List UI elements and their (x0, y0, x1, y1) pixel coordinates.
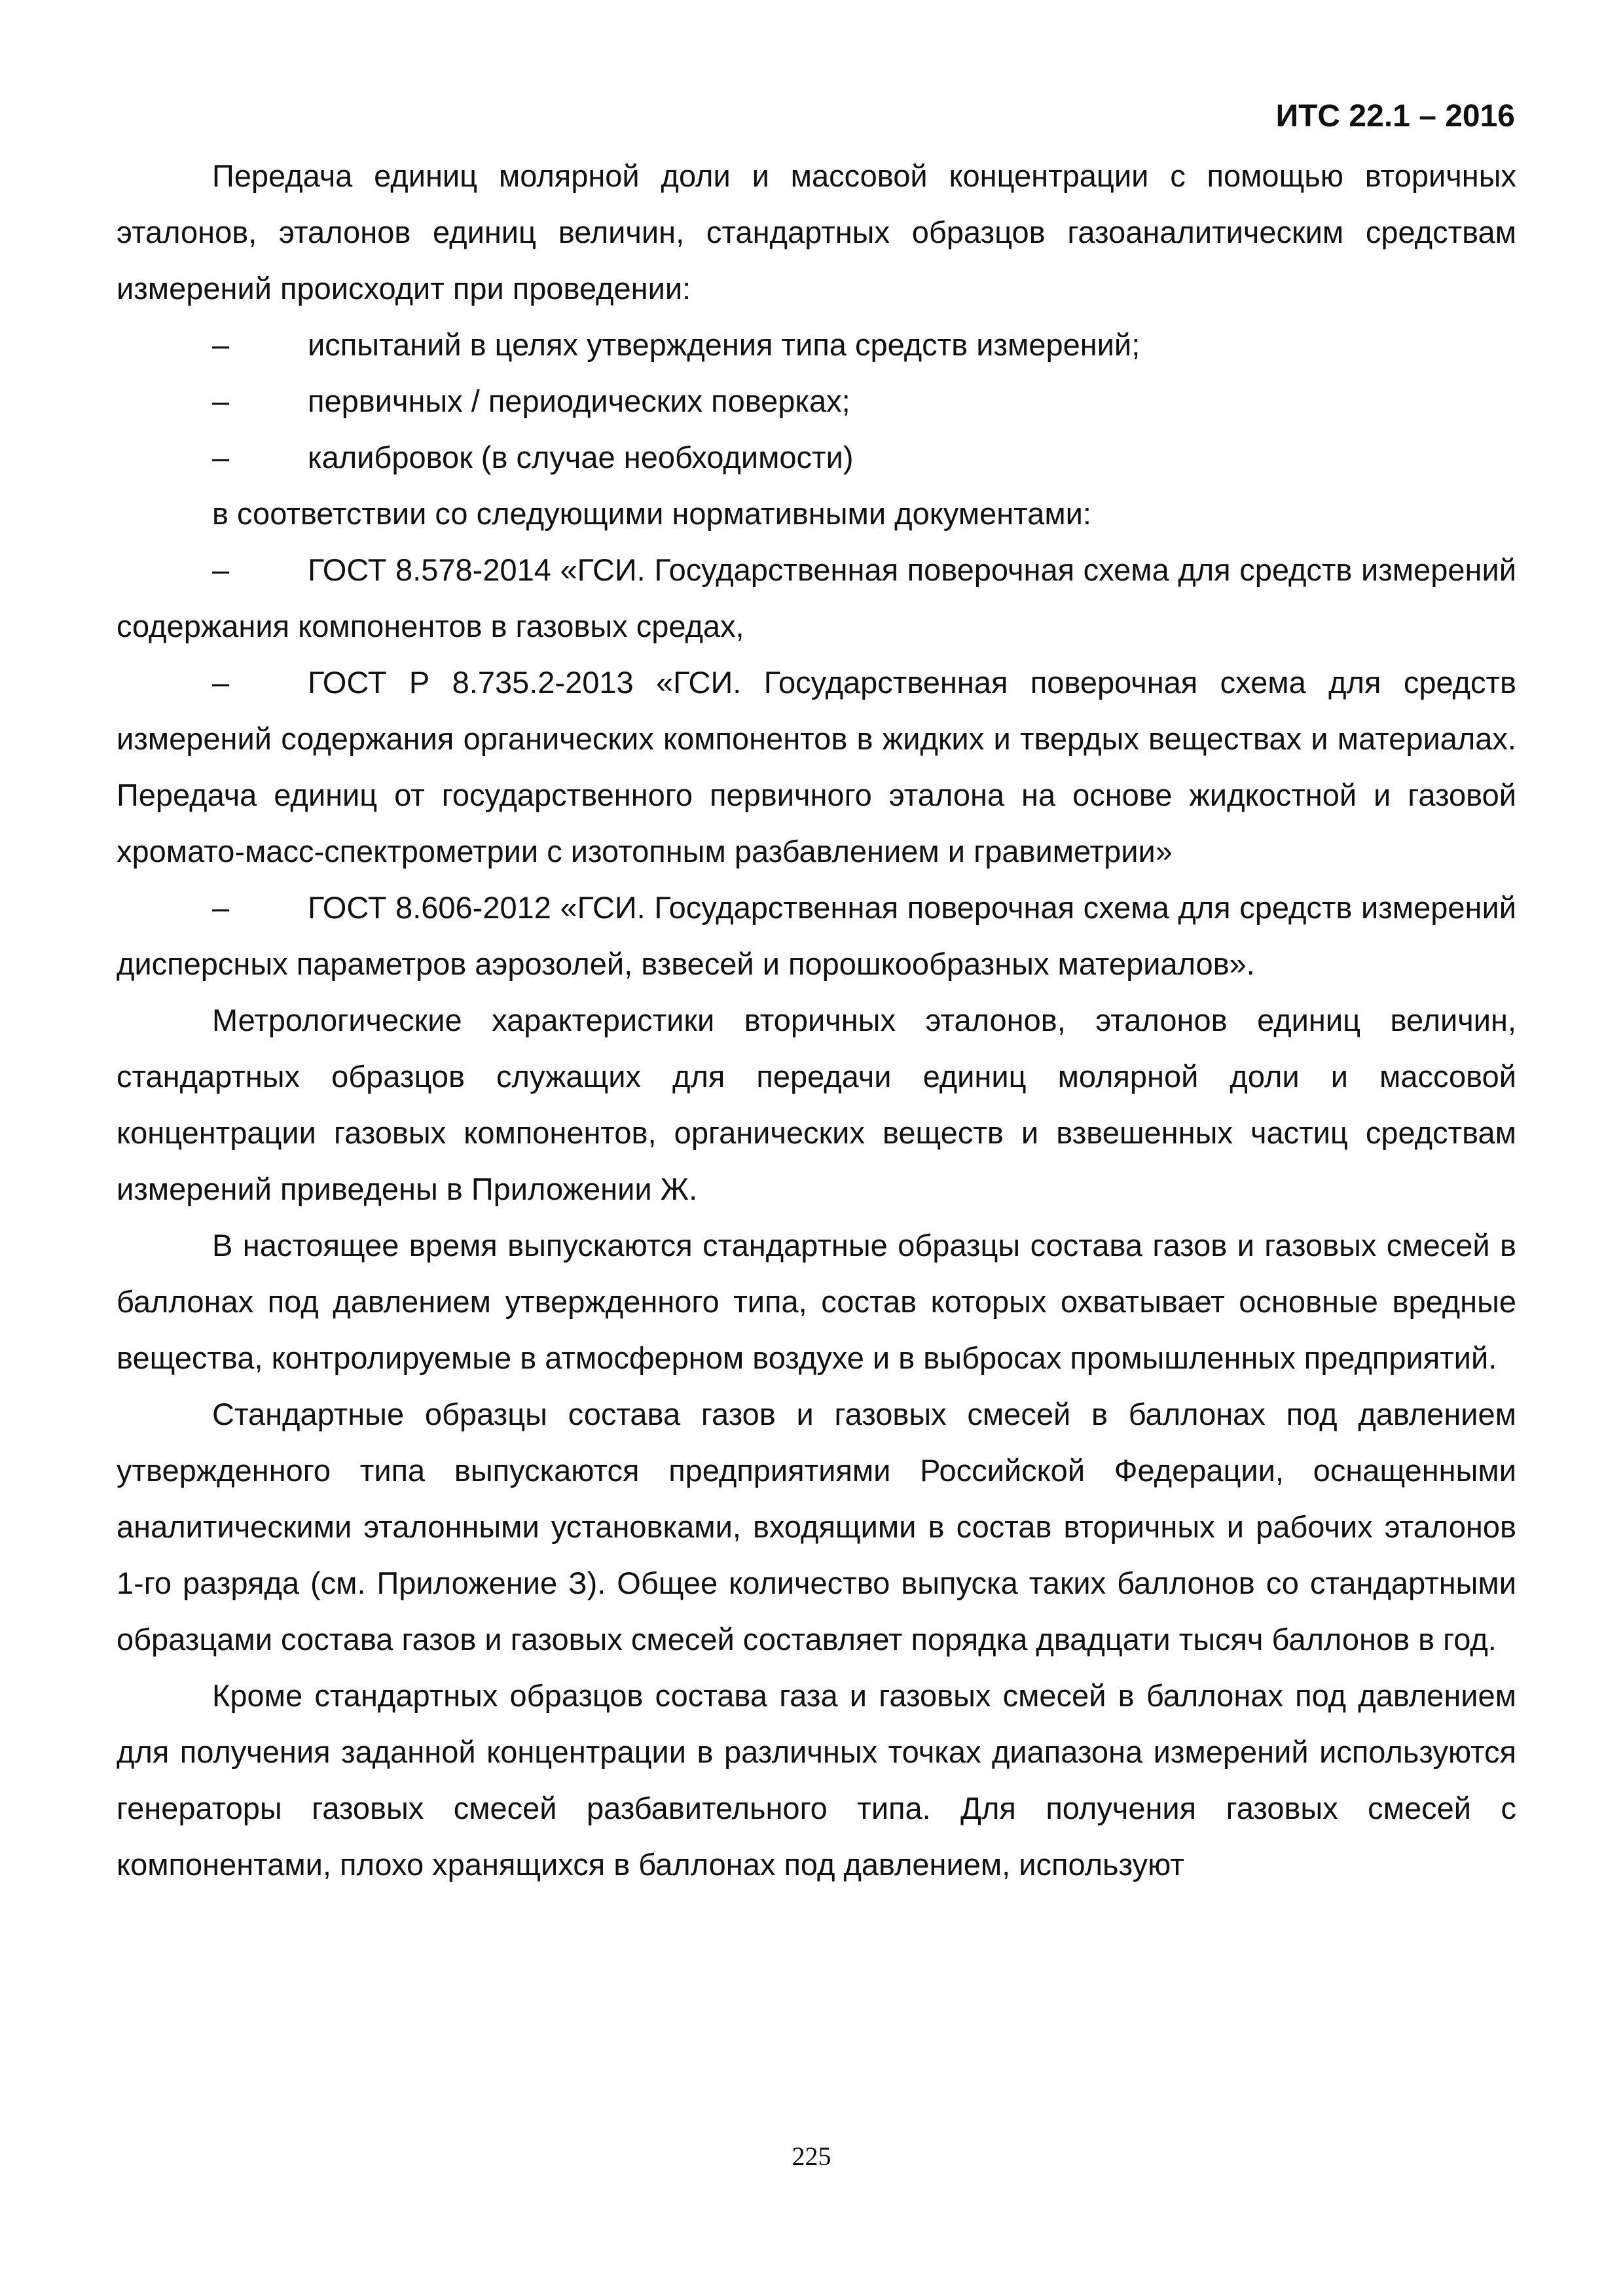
dash-bullet: – (212, 890, 230, 925)
list-item-text: ГОСТ Р 8.735.2-2013 «ГСИ. Государственная поверочная схема для средств измерений содержания органических компонентов в жидких и твердых веществах и материалах. Передача единиц от государственного первичного эталона на основе жидкостной и газовой хромато-масс-спектрометрии с изотопным разбавлением и гравиметрии» (117, 665, 1516, 869)
paragraph-gas-mixture-generators: Кроме стандартных образцов состава газа и газовых смесей в баллонах под давлением для получения заданной концентрации в различных точках диапазона измерений используются генераторы газовых смесей разбавительного типа. Для получения газовых смесей с компонентами, плохо хранящихся в баллонах под давлением, используют (117, 1678, 1516, 1882)
list-item-gost-8-606 (117, 880, 1516, 992)
page-number: 225 (792, 2142, 831, 2171)
list-item-gost-r-8-735-2 (117, 655, 1516, 880)
document-code-header: ИТС 22.1 – 2016 (1275, 99, 1515, 134)
dash-bullet: – (212, 665, 230, 700)
list-item-gost-8-578 (117, 542, 1516, 655)
paragraph-normative-documents: в соответствии со следующими нормативными документами: (212, 496, 1091, 531)
list-item-type-approval-tests (117, 317, 1516, 373)
dash-bullet: – (212, 552, 230, 587)
paragraph-transfer-units: Передача единиц молярной доли и массовой концентрации с помощью вторичных эталонов, эталонов единиц величин, стандартных образцов газоаналитическим средствам измерений происходит при проведении: (117, 158, 1516, 306)
paragraph-reference-samples-produced: В настоящее время выпускаются стандартные образцы состава газов и газовых смесей в баллонах под давлением утвержденного типа, состав которых охватывает основные вредные вещества, контролируемые в атмосферном воздухе и в выбросах промышленных предприятий. (117, 1228, 1516, 1375)
list-item-text: калибровок (в случае необходимости) (308, 440, 854, 475)
list-item-text: ГОСТ 8.606-2012 «ГСИ. Государственная поверочная схема для средств измерений дисперсных параметров аэрозолей, взвесей и порошкообразных материалов». (117, 890, 1516, 981)
list-item-text: испытаний в целях утверждения типа средств измерений; (308, 327, 1140, 362)
list-item-calibrations (117, 429, 1516, 486)
paragraph-reference-samples-manufacturers: Стандартные образцы состава газов и газовых смесей в баллонах под давлением утвержденного типа выпускаются предприятиями Российской Федерации, оснащенными аналитическими эталонными установками, входящими в состав вторичных и рабочих эталонов 1-го разряда (см. Приложение З). Общее количество выпуска таких баллонов со стандартными образцами состава газов и газовых смесей составляет порядка двадцати тысяч баллонов в год. (117, 1397, 1516, 1657)
paragraph-metrological-characteristics: Метрологические характеристики вторичных эталонов, эталонов единиц величин, стандартных образцов служащих для передачи единиц молярной доли и массовой концентрации газовых компонентов, органических веществ и взвешенных частиц средствам измерений приведены в Приложении Ж. (117, 1003, 1516, 1206)
document-body (117, 148, 1516, 1893)
list-item-text: ГОСТ 8.578-2014 «ГСИ. Государственная поверочная схема для средств измерений содержания компонентов в газовых средах, (117, 552, 1516, 643)
dash-bullet: – (212, 384, 230, 418)
dash-bullet: – (212, 440, 230, 475)
list-item-verifications (117, 373, 1516, 429)
list-item-text: первичных / периодических поверках; (308, 384, 850, 418)
dash-bullet: – (212, 327, 230, 362)
